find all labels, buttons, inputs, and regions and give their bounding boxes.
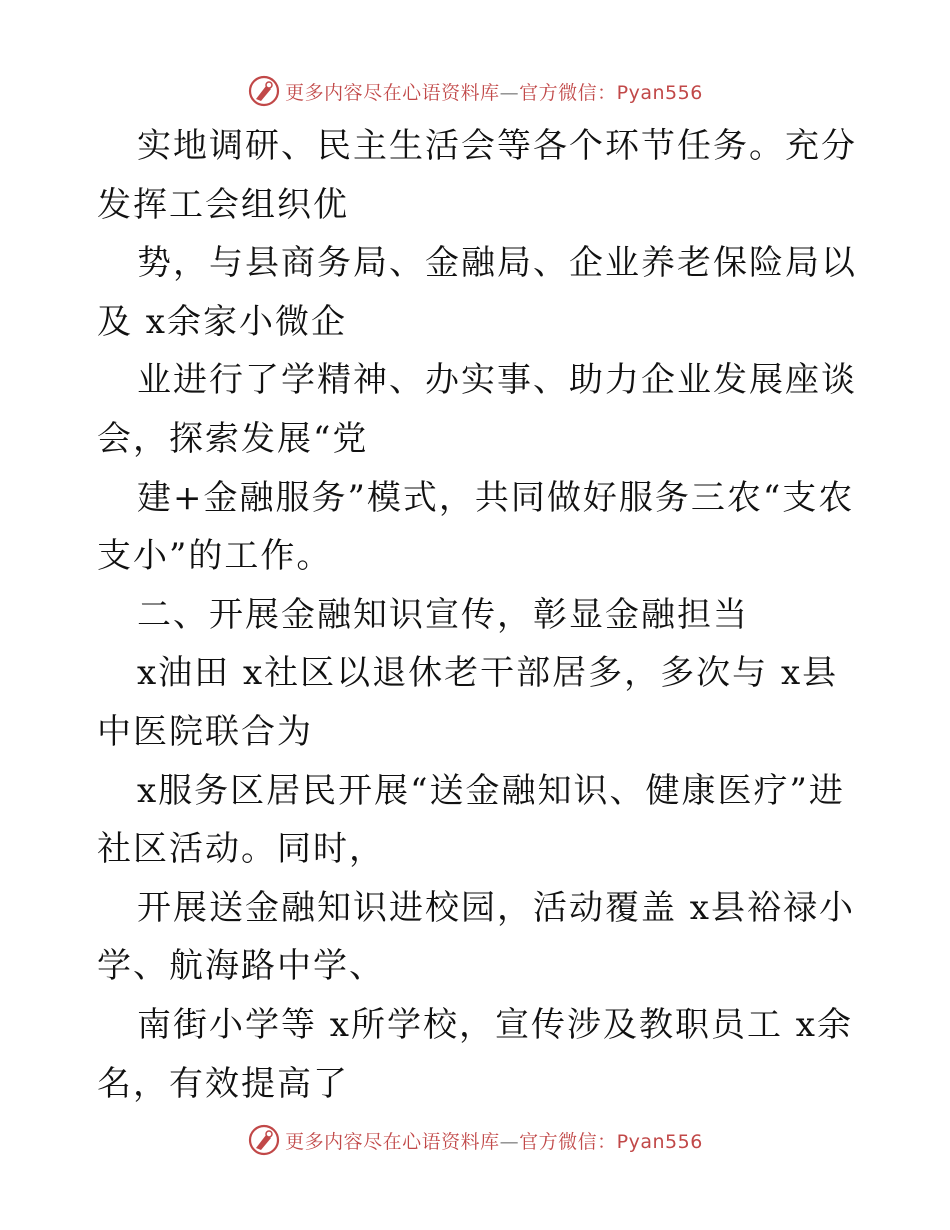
footer-banner-text: [285, 1127, 703, 1154]
header-banner-right: 官方微信：Pyan556: [519, 81, 703, 104]
footer-banner-right: 官方微信：Pyan556: [519, 1130, 703, 1153]
section-heading: 二、开展金融知识宣传，彰显金融担当: [137, 594, 749, 635]
paragraph: 势，与县商务局、金融局、企业养老保险局以及 x余家小微企: [97, 243, 857, 342]
header-banner-left: 更多内容尽在心语资料库: [285, 81, 500, 104]
footer-banner: [0, 1120, 950, 1160]
paragraph: x油田 x社区以退休老干部居多，多次与 x县中医院联合为: [97, 653, 839, 752]
paragraph: 开展送金融知识进校园，活动覆盖 x县裕禄小学、航海路中学、: [97, 887, 855, 987]
header-banner-text: [285, 78, 703, 105]
document-body: [97, 117, 867, 1113]
header-banner: [0, 71, 950, 111]
paragraph: x服务区居民开展“送金融知识、健康医疗”进社区活动。同时，: [97, 770, 845, 870]
paragraph: 建+金融服务”模式，共同做好服务三农“支农支小”的工作。: [97, 477, 855, 577]
header-banner-dash: —: [499, 81, 520, 104]
footer-banner-dash: —: [499, 1130, 520, 1153]
paragraph: 业进行了学精神、办实事、助力企业发展座谈会，探索发展“党: [97, 360, 857, 459]
pen-nib-logo-icon: [247, 1123, 281, 1157]
paragraph: 实地调研、民主生活会等各个环节任务。充分发挥工会组织优: [97, 126, 857, 225]
paragraph: 南街小学等 x所学校，宣传涉及教职员工 x余名，有效提高了: [97, 1004, 853, 1104]
footer-banner-left: 更多内容尽在心语资料库: [285, 1130, 500, 1153]
pen-nib-logo-icon: [247, 74, 281, 108]
